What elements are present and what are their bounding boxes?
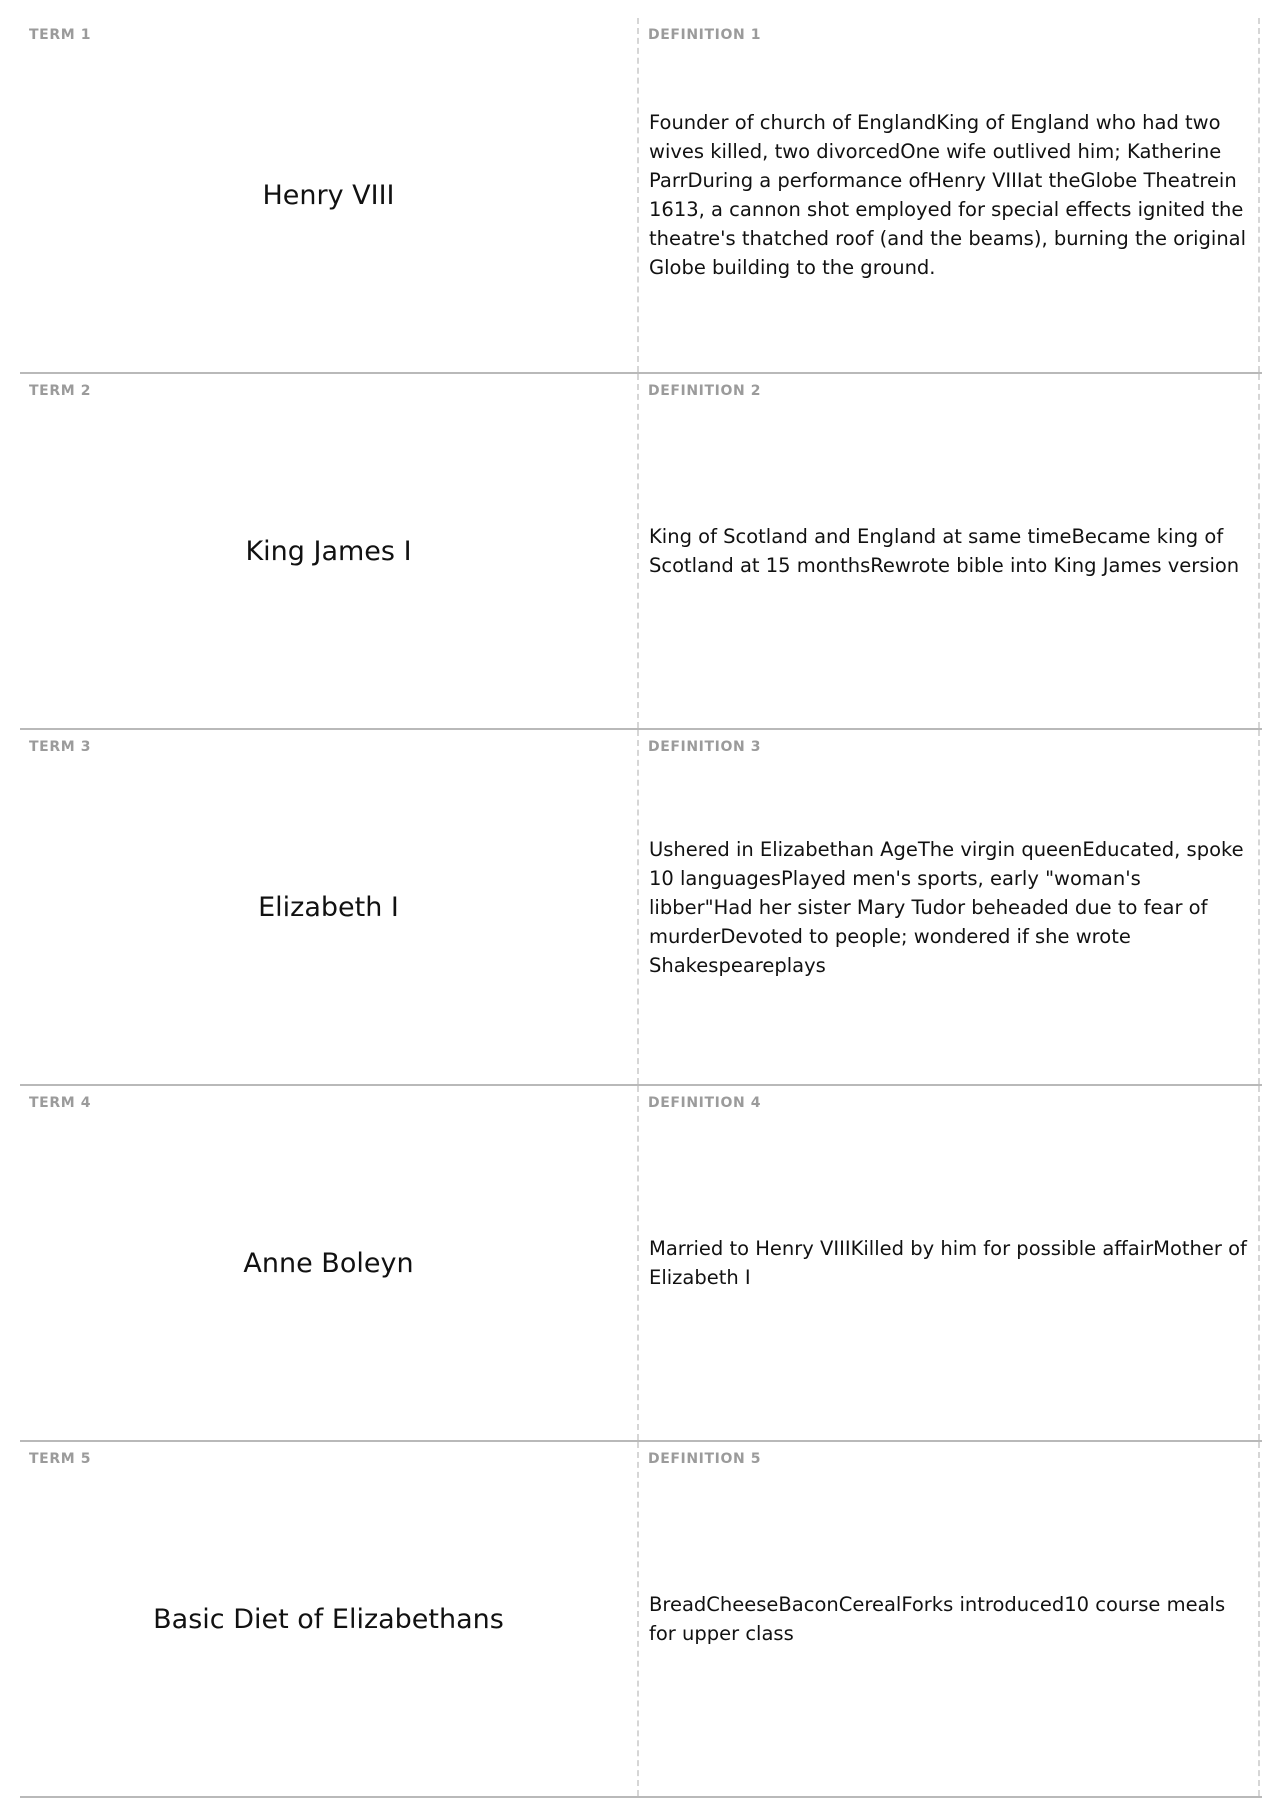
- term-text: Basic Diet of Elizabethans: [153, 1603, 504, 1635]
- term-text: King James I: [245, 535, 412, 567]
- term-label: TERM 1: [29, 27, 92, 43]
- definition-label: DEFINITION 1: [648, 27, 762, 43]
- flashcard-row-5: [20, 1442, 1262, 1798]
- definition-text: Married to Henry VIIIKilled by him for possible affairMother of Elizabeth I: [649, 1237, 1247, 1289]
- definition-wrap: [649, 374, 1250, 728]
- term-label: TERM 5: [29, 1451, 92, 1467]
- definition-label: DEFINITION 5: [648, 1451, 762, 1467]
- term-text: Elizabeth I: [258, 891, 399, 923]
- definition-cell: [639, 730, 1260, 1084]
- term-text: Henry VIII: [262, 179, 395, 211]
- definition-text: BreadCheeseBaconCerealForks introduced10 course meals for upper class: [649, 1593, 1226, 1645]
- definition-wrap: [649, 1442, 1250, 1796]
- definition-text: Founder of church of EnglandKing of England who had two wives killed, two divorcedOne wife outlived him; Katherine ParrDuring a performance ofHenry VIIIat theGlobe Theatrein 1613, a cannon shot employed for special effects ignited the theatre's thatched roof (and the beams), burning the original Globe building to the ground.: [649, 111, 1247, 279]
- term-cell: [20, 730, 639, 1084]
- term-cell: [20, 18, 639, 372]
- definition-wrap: [649, 1086, 1250, 1440]
- flashcard-row-4: [20, 1086, 1262, 1442]
- definition-cell: [639, 374, 1260, 728]
- definition-wrap: [649, 18, 1250, 372]
- flashcard-row-3: [20, 730, 1262, 1086]
- term-label: TERM 4: [29, 1095, 92, 1111]
- definition-cell: [639, 1086, 1260, 1440]
- term-text: Anne Boleyn: [243, 1247, 414, 1279]
- definition-text: Ushered in Elizabethan AgeThe virgin queenEducated, spoke 10 languagesPlayed men's sports, early "woman's libber"Had her sister Mary Tudor beheaded due to fear of murderDevoted to people; wondered if she wrote Shakespeareplays: [649, 837, 1244, 977]
- term-cell: [20, 374, 639, 728]
- definition-text: King of Scotland and England at same timeBecame king of Scotland at 15 monthsRewrote bible into King James version: [649, 525, 1240, 577]
- term-label: TERM 3: [29, 739, 92, 755]
- definition-label: DEFINITION 2: [648, 383, 762, 399]
- definition-label: DEFINITION 4: [648, 1095, 762, 1111]
- term-label: TERM 2: [29, 383, 92, 399]
- term-cell: [20, 1086, 639, 1440]
- flashcard-sheet: [20, 18, 1262, 1798]
- definition-label: DEFINITION 3: [648, 739, 762, 755]
- flashcard-row-2: [20, 374, 1262, 730]
- definition-cell: [639, 1442, 1260, 1796]
- definition-wrap: [649, 730, 1250, 1084]
- term-cell: [20, 1442, 639, 1796]
- flashcard-row-1: [20, 18, 1262, 374]
- definition-cell: [639, 18, 1260, 372]
